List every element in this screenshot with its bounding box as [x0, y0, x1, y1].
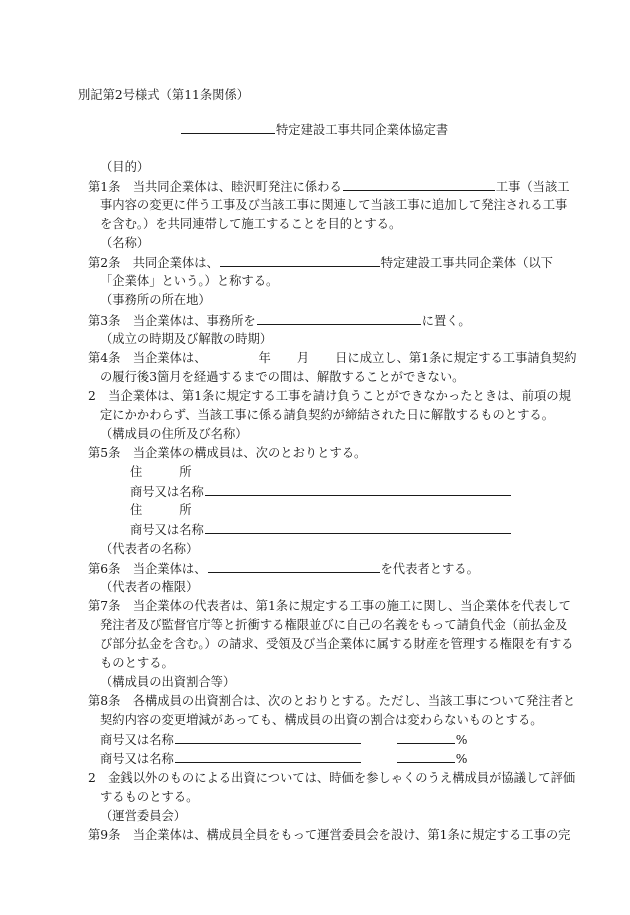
investment-name-blank-1 — [175, 730, 361, 744]
art7-line3: び部分払金を含む。）の請求、受領及び当企業体に属する財産を管理する権限を有する — [100, 637, 574, 651]
art4-p2-line2: 定にかかわらず、当該工事に係る請負契約が締結された日に解散するものとする。 — [100, 408, 555, 422]
art8-p2-line1: 2 金銭以外のものによる出資については、時価を参しゃくのうえ構成員が協議して評価 — [88, 771, 576, 785]
member2-address-label: 住 所 — [130, 503, 192, 517]
art8-line2: 契約内容の変更増減があっても、構成員の出資の割合は変わらないものとする。 — [100, 713, 543, 727]
art3-line1: 第3条 当企業体は、事務所を に置く。 — [88, 311, 471, 329]
jv-name-blank — [220, 253, 380, 267]
office-address-blank — [257, 311, 421, 325]
investment-name-blank-2 — [175, 749, 361, 763]
art4-line1: 第4条 当企業体は、 年 月 日に成立し、第1条に規定する工事請負契約 — [88, 351, 577, 365]
heading-name: （名称） — [100, 236, 150, 250]
art7-line4: ものとする。 — [100, 656, 174, 670]
art8-line1: 第8条 各構成員の出資割合は、次のとおりとする。ただし、当該工事について発注者と — [88, 694, 576, 708]
art7-line1: 第7条 当企業体の代表者は、第1条に規定する工事の施工に関し、当企業体を代表して — [88, 599, 571, 613]
art1-line1: 第1条 当共同企業体は、睦沢町発注に係わる 工事（当該工 — [88, 177, 570, 195]
member2-name-blank — [205, 520, 511, 534]
heading-purpose: （目的） — [100, 160, 150, 174]
art2-line2: 「企業体」という。）と称する。 — [100, 274, 279, 288]
investment-pct-blank-1 — [397, 730, 455, 744]
heading-members: （構成員の住所及び名称） — [100, 427, 248, 441]
art8-p2-line2: するものとする。 — [100, 790, 199, 804]
art2-line1: 第2条 共同企業体は、 特定建設工事共同企業体（以下 — [88, 253, 553, 271]
member1-name-blank — [205, 482, 511, 496]
art4-line2: の履行後3箇月を経過するまでの間は、解散することができない。 — [100, 370, 465, 384]
art9-line1: 第9条 当企業体は、構成員全員をもって運営委員会を設け、第1条に規定する工事の完 — [88, 828, 571, 842]
form-header: 別記第2号様式（第11条関係） — [78, 88, 250, 102]
heading-period: （成立の時期及び解散の時期） — [100, 332, 273, 346]
art7-line2: 発注者及び監督官庁等と折衝する権限並びに自己の名義をもって請負代金（前払金及 — [100, 618, 568, 632]
member1-address-label: 住 所 — [130, 465, 192, 479]
investment-row-1: 商号又は名称 % — [100, 730, 467, 748]
heading-investment: （構成員の出資割合等） — [100, 675, 236, 689]
art5-line1: 第5条 当企業体の構成員は、次のとおりとする。 — [88, 446, 367, 460]
investment-row-2: 商号又は名称 % — [100, 749, 467, 767]
title-blank — [181, 120, 275, 134]
heading-authority: （代表者の権限） — [100, 580, 199, 594]
art6-line1: 第6条 当企業体は、 を代表者とする。 — [88, 559, 479, 577]
document-title-line — [180, 120, 448, 138]
representative-blank — [208, 559, 380, 573]
member1-name-row: 商号又は名称 — [130, 482, 512, 500]
art1-line3: を含む。）を共同連帯して施工することを目的とする。 — [100, 217, 402, 231]
investment-pct-blank-2 — [397, 749, 455, 763]
member2-name-row: 商号又は名称 — [130, 520, 512, 538]
heading-office: （事務所の所在地） — [100, 293, 211, 307]
heading-committee: （運営委員会） — [100, 809, 187, 823]
heading-representative: （代表者の名称） — [100, 542, 199, 556]
art4-p2-line1: 2 当企業体は、第1条に規定する工事を請け負うことができなかったときは、前項の規 — [88, 389, 571, 403]
document-title: 特定建設工事共同企業体協定書 — [276, 123, 449, 137]
project-name-blank — [343, 177, 495, 191]
art1-line2: 事内容の変更に伴う工事及び当該工事に関連して当該工事に追加して発注される工事 — [100, 198, 568, 212]
